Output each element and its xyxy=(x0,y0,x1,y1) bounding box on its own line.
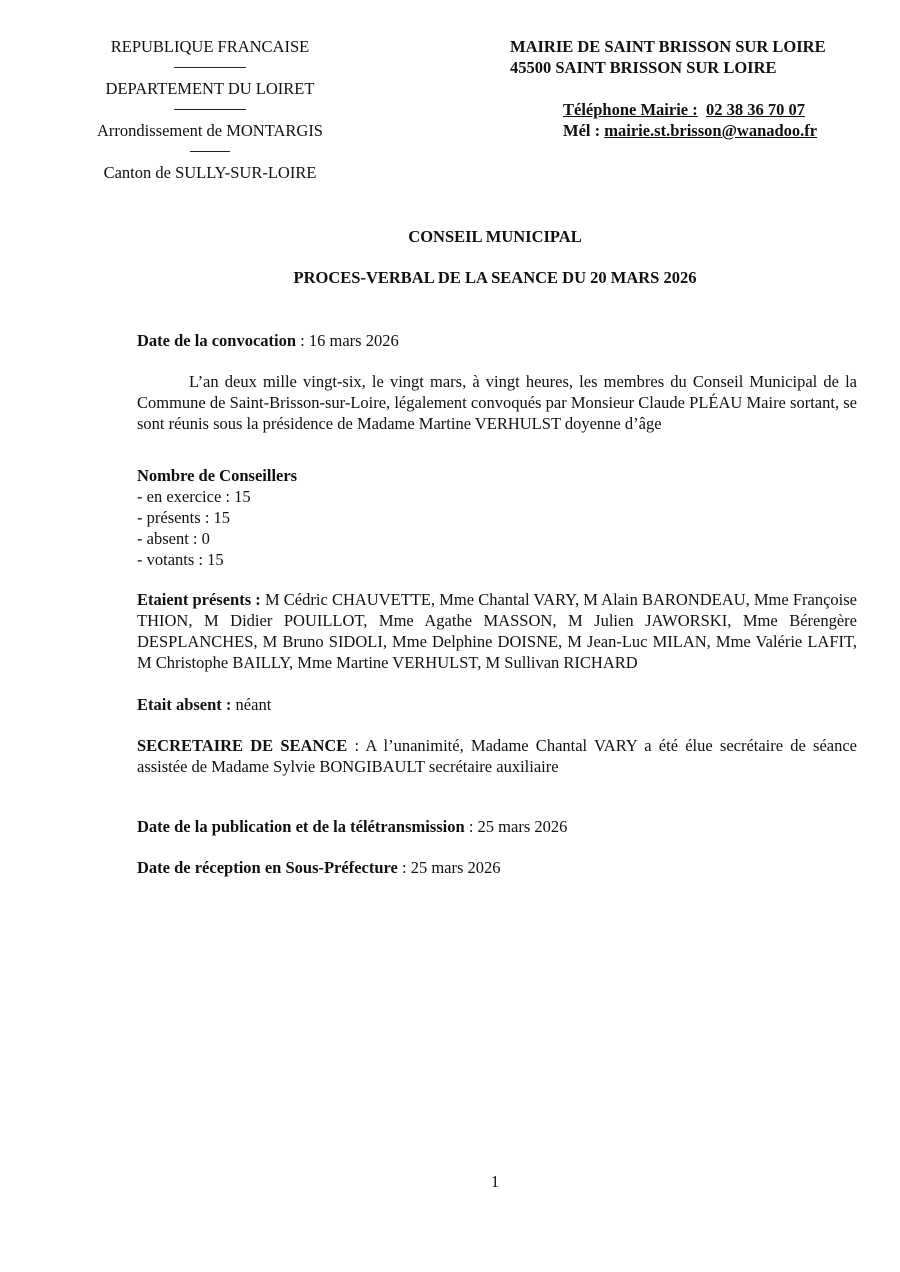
header-right-block xyxy=(510,36,880,78)
header-divider xyxy=(174,109,246,110)
department-label: DEPARTEMENT DU LOIRET xyxy=(105,79,315,98)
reception-label: Date de réception en Sous-Préfecture xyxy=(137,858,398,877)
councillors-block xyxy=(137,465,857,570)
councillors-item: - absent : 0 xyxy=(137,529,210,548)
councillors-item: - votants : 15 xyxy=(137,550,224,569)
secretary-label: SECRETAIRE DE SEANCE xyxy=(137,736,348,755)
reception-line xyxy=(137,857,857,878)
email-link[interactable]: mairie.st.brisson@wanadoo.fr xyxy=(604,121,818,140)
council-title: CONSEIL MUNICIPAL xyxy=(408,227,582,246)
email-line xyxy=(563,120,893,141)
secretary-paragraph xyxy=(137,735,857,777)
present-paragraph xyxy=(137,589,857,673)
convocation-value: : 16 mars 2026 xyxy=(296,331,399,350)
publication-label: Date de la publication et de la télétransmission xyxy=(137,817,465,836)
phone-line xyxy=(563,99,893,120)
publication-line xyxy=(137,816,857,837)
phone-label: Téléphone Mairie : xyxy=(563,100,698,119)
header-left-block xyxy=(60,36,360,183)
phone-value: 02 38 36 70 07 xyxy=(705,100,805,119)
councillors-heading: Nombre de Conseillers xyxy=(137,466,298,485)
councillors-item: - présents : 15 xyxy=(137,508,231,527)
convocation-line xyxy=(137,330,857,351)
contact-block xyxy=(563,99,893,141)
intro-paragraph: L’an deux mille vingt-six, le vingt mars, à vingt heures, les membres du Conseil Municipal de la Commune de Saint-Brisson-sur-Loire, légalement convoqués par Monsieur Claude PLÉAU Maire sortant, se sont réunis sous la présidence de Madame Martine VERHULST doyenne d’âge xyxy=(137,372,857,433)
arrondissement-label: Arrondissement de MONTARGIS xyxy=(97,121,323,140)
reception-value: : 25 mars 2026 xyxy=(397,858,501,877)
absent-label: Etait absent : xyxy=(137,695,232,714)
mairie-name: MAIRIE DE SAINT BRISSON SUR LOIRE xyxy=(510,37,826,56)
page-number: 1 xyxy=(490,1172,500,1191)
publication-value: : 25 mars 2026 xyxy=(464,817,568,836)
mairie-address: 45500 SAINT BRISSON SUR LOIRE xyxy=(510,58,777,77)
convocation-label: Date de la convocation xyxy=(137,331,297,350)
minutes-title: PROCES-VERBAL DE LA SEANCE DU 20 MARS 2026 xyxy=(293,268,697,287)
header-divider xyxy=(190,151,230,152)
republic-label: REPUBLIQUE FRANCAISE xyxy=(110,37,310,56)
secretary-text: : A l’unanimité, Madame Chantal VARY a été élue secrétaire de séance assistée de Madame Sylvie BONGIBAULT secrétaire auxiliaire xyxy=(137,736,857,776)
header-divider xyxy=(174,67,246,68)
email-label: Mél : xyxy=(563,121,601,140)
councillors-item: - en exercice : 15 xyxy=(137,487,251,506)
absent-text: néant xyxy=(231,695,272,714)
present-label: Etaient présents : xyxy=(137,590,261,609)
present-text: M Cédric CHAUVETTE, Mme Chantal VARY, M Alain BARONDEAU, Mme Françoise THION, M Didier POUILLOT, Mme Agathe MASSON, M Julien JAWORSKI, Mme Bérengère DESPLANCHES, M Bruno SIDOLI, Mme Delphine DOISNE, M Jean-Luc MILAN, Mme Valérie LAFIT, M Christophe BAILLY, Mme Martine VERHULST, M Sullivan RICHARD xyxy=(137,590,858,672)
absent-line xyxy=(137,694,857,715)
canton-label: Canton de SULLY-SUR-LOIRE xyxy=(103,163,317,182)
